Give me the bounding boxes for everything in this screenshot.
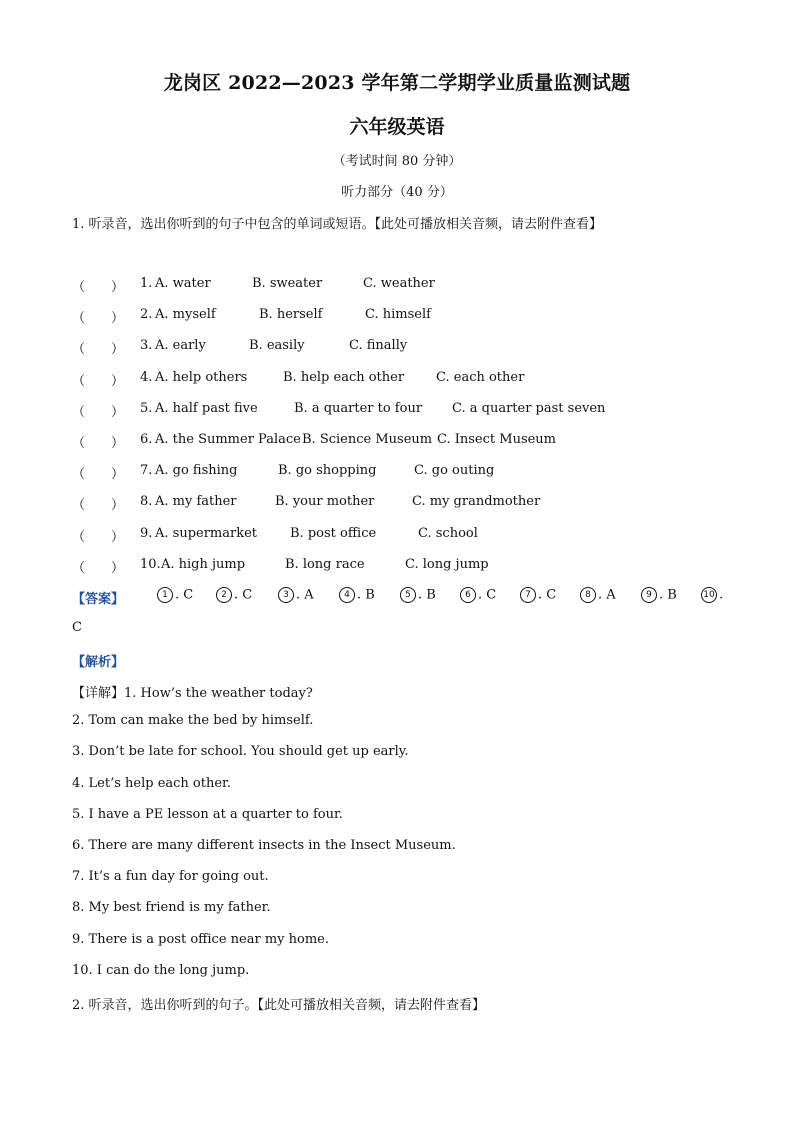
option-b: B. Science Museum xyxy=(302,432,433,447)
option-b: B. go shopping xyxy=(278,463,377,478)
item-number: 4. xyxy=(140,370,153,385)
answer-item xyxy=(278,587,314,603)
circled-number-icon: 10 xyxy=(701,587,717,603)
option-c: C. finally xyxy=(349,338,408,353)
item-number: 9. xyxy=(140,526,153,541)
option-b: B. help each other xyxy=(283,370,405,385)
item-number: 5. xyxy=(140,401,153,416)
option-a: A. go fishing xyxy=(155,463,238,478)
circled-number-icon: 6 xyxy=(460,587,476,603)
answer-paren: （ ） xyxy=(72,280,125,295)
answer-value: . C xyxy=(175,587,194,603)
circled-number-icon: 3 xyxy=(278,587,294,603)
answer-item xyxy=(580,587,616,603)
circled-number-icon: 1 xyxy=(157,587,173,603)
answer-item xyxy=(216,587,252,603)
answer-paren: （ ） xyxy=(72,467,125,482)
option-c: C. weather xyxy=(363,276,435,291)
answer-overflow: C xyxy=(72,620,82,635)
item-number: 10. xyxy=(140,557,161,572)
answer-paren: （ ） xyxy=(72,342,125,357)
section-heading: 听力部分（40 分） xyxy=(341,185,453,200)
item-number: 1. xyxy=(140,276,153,291)
item-number: 2. xyxy=(140,307,153,322)
analysis-label: 【解析】 xyxy=(72,655,125,670)
option-b: B. herself xyxy=(259,307,323,322)
item-number: 7. xyxy=(140,463,153,478)
analysis-line: 2. Tom can make the bed by himself. xyxy=(72,713,314,728)
answer-value: . B xyxy=(418,587,436,603)
page-subtitle: 六年级英语 xyxy=(349,116,445,138)
option-c: C. my grandmother xyxy=(412,494,541,509)
analysis-line: 7. It’s a fun day for going out. xyxy=(72,869,269,884)
answer-value: . B xyxy=(659,587,677,603)
analysis-line: 6. There are many different insects in the Insect Museum. xyxy=(72,838,456,853)
exam-time: （考试时间 80 分钟） xyxy=(332,154,462,169)
analysis-line: 4. Let’s help each other. xyxy=(72,776,231,791)
answer-paren: （ ） xyxy=(72,374,125,389)
option-b: B. your mother xyxy=(275,494,375,509)
analysis-line: 3. Don’t be late for school. You should get up early. xyxy=(72,744,409,759)
item-number: 3. xyxy=(140,338,153,353)
option-a: A. early xyxy=(155,338,206,353)
option-b: B. long race xyxy=(285,557,365,572)
answer-item xyxy=(460,587,496,603)
answer-value: . A xyxy=(598,587,616,603)
option-c: C. each other xyxy=(436,370,525,385)
circled-number-icon: 9 xyxy=(641,587,657,603)
circled-number-icon: 5 xyxy=(400,587,416,603)
option-a: A. supermarket xyxy=(155,526,258,541)
page-title: 龙岗区 2022—2023 学年第二学期学业质量监测试题 xyxy=(163,72,631,94)
question-1-prompt: 1. 听录音，选出你听到的句子中包含的单词或短语。【此处可播放相关音频，请去附件查看】 xyxy=(72,217,603,232)
circled-number-icon: 8 xyxy=(580,587,596,603)
option-b: B. a quarter to four xyxy=(294,401,423,416)
answer-item xyxy=(641,587,677,603)
analysis-line: 10. I can do the long jump. xyxy=(72,963,250,978)
option-a: A. high jump xyxy=(161,557,246,572)
answer-value: . A xyxy=(296,587,314,603)
circled-number-icon: 4 xyxy=(339,587,355,603)
question-2-prompt: 2. 听录音，选出你听到的句子。【此处可播放相关音频，请去附件查看】 xyxy=(72,998,486,1013)
item-number: 6. xyxy=(140,432,153,447)
analysis-line: 【详解】1. How’s the weather today? xyxy=(72,686,313,701)
analysis-line: 5. I have a PE lesson at a quarter to four. xyxy=(72,807,343,822)
answer-paren: （ ） xyxy=(72,405,125,420)
answer-value: . xyxy=(719,587,724,603)
answer-value: . B xyxy=(357,587,375,603)
option-a: A. water xyxy=(155,276,211,291)
option-c: C. school xyxy=(418,526,478,541)
answer-item xyxy=(339,587,375,603)
option-b: B. post office xyxy=(290,526,377,541)
item-number: 8. xyxy=(140,494,153,509)
option-c: C. Insect Museum xyxy=(437,432,557,447)
answer-paren: （ ） xyxy=(72,436,125,451)
answer-item xyxy=(701,587,723,603)
option-b: B. easily xyxy=(249,338,305,353)
answer-item xyxy=(157,587,193,603)
answer-item xyxy=(520,587,556,603)
option-c: C. himself xyxy=(365,307,431,322)
option-a: A. the Summer Palace xyxy=(155,432,301,447)
circled-number-icon: 7 xyxy=(520,587,536,603)
option-a: A. half past five xyxy=(155,401,258,416)
answer-value: . C xyxy=(234,587,253,603)
option-b: B. sweater xyxy=(252,276,323,291)
option-c: C. a quarter past seven xyxy=(452,401,606,416)
answer-paren: （ ） xyxy=(72,311,125,326)
analysis-line: 9. There is a post office near my home. xyxy=(72,932,329,947)
answer-paren: （ ） xyxy=(72,498,125,513)
option-a: A. help others xyxy=(155,370,248,385)
option-c: C. go outing xyxy=(414,463,495,478)
option-a: A. my father xyxy=(155,494,237,509)
option-a: A. myself xyxy=(155,307,216,322)
answer-value: . C xyxy=(478,587,497,603)
answer-label: 【答案】 xyxy=(72,592,125,607)
answer-paren: （ ） xyxy=(72,530,125,545)
answer-paren: （ ） xyxy=(72,561,125,576)
circled-number-icon: 2 xyxy=(216,587,232,603)
analysis-line: 8. My best friend is my father. xyxy=(72,900,271,915)
answer-value: . C xyxy=(538,587,557,603)
answer-item xyxy=(400,587,436,603)
option-c: C. long jump xyxy=(405,557,489,572)
